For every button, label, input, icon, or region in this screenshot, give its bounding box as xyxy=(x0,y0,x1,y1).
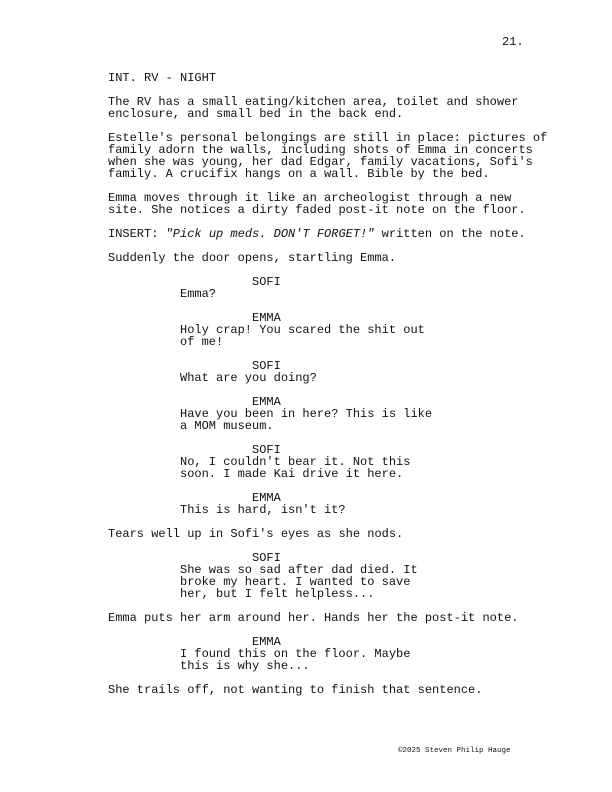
action-line: family. A crucifix hangs on a wall. Bible by the bed. xyxy=(108,167,490,181)
action-line: She trails off, not wanting to finish that sentence. xyxy=(108,683,483,697)
character-cue: SOFI xyxy=(252,275,281,289)
dialogue-line: broke my heart. I wanted to save xyxy=(180,575,411,589)
character-cue: SOFI xyxy=(252,443,281,457)
dialogue-line: soon. I made Kai drive it here. xyxy=(180,467,404,481)
insert-line xyxy=(108,228,526,240)
action-line: Emma puts her arm around her. Hands her the post-it note. xyxy=(108,611,519,625)
dialogue-line: No, I couldn't bear it. Not this xyxy=(180,455,411,469)
action-line: when she was young, her dad Edgar, family vacations, Sofi's xyxy=(108,155,533,169)
character-cue: EMMA xyxy=(252,635,281,649)
scene-heading: INT. RV - NIGHT xyxy=(108,71,217,85)
action-line: The RV has a small eating/kitchen area, toilet and shower xyxy=(108,95,519,109)
action-line: Emma moves through it like an archeologist through a new xyxy=(108,191,512,205)
dialogue-line: What are you doing? xyxy=(180,371,317,385)
character-cue: SOFI xyxy=(252,359,281,373)
dialogue-line: of me! xyxy=(180,335,224,349)
action-line: Tears well up in Sofi's eyes as she nods. xyxy=(108,527,404,541)
dialogue-line: Have you been in here? This is like xyxy=(180,407,433,421)
copyright-footer: ©2025 Steven Philip Hauge xyxy=(398,747,511,755)
dialogue-line: Emma? xyxy=(180,287,217,301)
insert-note-text: "Pick up meds. DON'T FORGET!" xyxy=(165,227,375,241)
dialogue-line: I found this on the floor. Maybe xyxy=(180,647,411,661)
dialogue-line: She was so sad after dad died. It xyxy=(180,563,418,577)
character-cue: EMMA xyxy=(252,311,281,325)
character-cue: SOFI xyxy=(252,551,281,565)
dialogue-line: Holy crap! You scared the shit out xyxy=(180,323,425,337)
insert-label: INSERT: xyxy=(108,227,166,241)
action-line: site. She notices a dirty faded post-it note on the floor. xyxy=(108,203,526,217)
action-line: family adorn the walls, including shots of Emma in concerts xyxy=(108,143,533,157)
dialogue-line: a MOM museum. xyxy=(180,419,274,433)
dialogue-line: this is why she... xyxy=(180,659,310,673)
action-line: enclosure, and small bed in the back end. xyxy=(108,107,404,121)
dialogue-line: This is hard, isn't it? xyxy=(180,503,346,517)
character-cue: EMMA xyxy=(252,395,281,409)
dialogue-line: her, but I felt helpless... xyxy=(180,587,375,601)
page-number: 21. xyxy=(502,35,524,49)
insert-rest: written on the note. xyxy=(374,227,526,241)
character-cue: EMMA xyxy=(252,491,281,505)
action-line: Estelle's personal belongings are still in place: pictures of xyxy=(108,131,548,145)
action-line: Suddenly the door opens, startling Emma. xyxy=(108,251,397,265)
